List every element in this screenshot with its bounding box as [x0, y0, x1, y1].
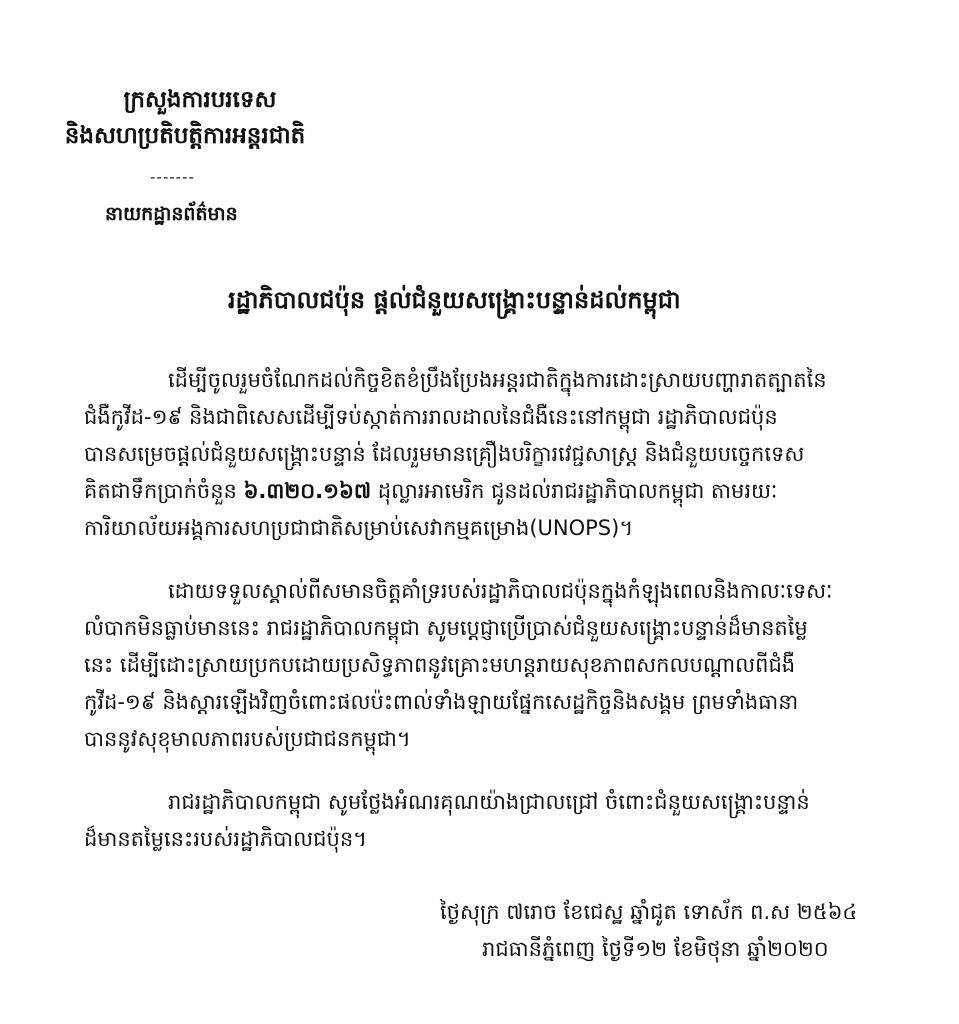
ministry-name-line1: ក្រសួងការបរទេស	[123, 87, 277, 113]
paragraph-line: បានសម្រេចផ្តល់ជំនួយសង្គ្រោះបន្ទាន់ ដែលរួមមានគ្រឿងបរិក្ខារវេជ្ជសាស្ត្រ និងជំនួយបច្ចេកទេស	[84, 442, 805, 466]
ministry-header	[40, 82, 360, 154]
solar-date: រាជធានីភ្នំពេញ ថ្ងៃទី១២ ខែមិថុនា ឆ្នាំ២០២០	[482, 937, 829, 961]
amount-prefix: គិតជាទឹកប្រាក់ចំនួន	[84, 479, 244, 503]
paragraph-line: រាជរដ្ឋាភិបាលកម្ពុជា សូមថ្លែងអំណរគុណយ៉ាងជ្រាលជ្រៅ ចំពោះជំនួយសង្គ្រោះបន្ទាន់	[168, 790, 810, 814]
paragraph-line: ជំងឺកូវីដ-១៩ និងជាពិសេសដើម្បីទប់ស្កាត់ការរាលដាលនៃជំងឺនេះនៅកម្ពុជា រដ្ឋាភិបាលជប៉ុន	[84, 405, 778, 429]
paragraph-line: ដ៏មានតម្លៃនេះរបស់រដ្ឋាភិបាលជប៉ុន។	[84, 827, 368, 851]
document-body	[84, 362, 912, 884]
paragraph-line: បាននូវសុខុមាលភាពរបស់ប្រជាជនកម្ពុជា។	[84, 727, 411, 751]
paragraph-line: លំបាកមិនធ្លាប់មាននេះ រាជរដ្ឋាភិបាលកម្ពុជា សូមប្តេជ្ញាប្រើប្រាស់ជំនួយសង្គ្រោះបន្ទាន់ដ៏មានតម្លៃ	[84, 616, 808, 640]
paragraph-1	[84, 362, 912, 547]
paragraph-line: ដោយទទួលស្គាល់ពីសមានចិត្តគាំទ្ររបស់រដ្ឋាភិបាលជប៉ុនក្នុងកំឡុងពេលនិងកាលៈទេសៈ	[168, 579, 833, 603]
paragraph-line: ការិយាល័យអង្គការសហប្រជាជាតិសម្រាប់សេវាកម្មគម្រោង(UNOPS)។	[84, 516, 634, 540]
paragraph-2	[84, 573, 912, 758]
aid-amount: ៦.៣២០.១៦៧	[243, 479, 372, 503]
document-title: រដ្ឋាភិបាលជប៉ុន ផ្តល់ជំនួយសង្គ្រោះបន្ទាន់ដល់កម្ពុជា	[228, 286, 681, 314]
amount-suffix: ដុល្លារអាមេរិក ជូនដល់រាជរដ្ឋាភិបាលកម្ពុជា តាមរយៈ	[371, 479, 778, 503]
department-name: នាយកដ្ឋានព័ត៌មាន	[105, 203, 238, 225]
lunar-date: ថ្ងៃសុក្រ ៧រោច ខែជេស្ឋ ឆ្នាំជូត ទោស័ក ព.ស ២៥៦៤	[440, 900, 858, 924]
paragraph-line-with-amount	[84, 473, 912, 510]
paragraph-line: ដើម្បីចូលរួមចំណែកដល់កិច្ចខិតខំប្រឹងប្រែងអន្តរជាតិក្នុងការដោះស្រាយបញ្ហារាតត្បាតនៃ	[168, 368, 827, 392]
date-block	[440, 894, 900, 968]
paragraph-line: នេះ ដើម្បីដោះស្រាយប្រកបដោយប្រសិទ្ធភាពនូវគ្រោះមហន្តរាយសុខភាពសកលបណ្តាលពីជំងឺ	[84, 653, 796, 677]
ministry-name-line2: និងសហប្រតិបត្តិការអន្តរជាតិ	[64, 123, 306, 149]
paragraph-line: កូវីដ-១៩ និងស្តារឡើងវិញចំពោះផលប៉ះពាល់ទាំងឡាយផ្នែកសេដ្ឋកិច្ចនិងសង្គម ព្រមទាំងធានា	[84, 690, 799, 714]
paragraph-3	[84, 784, 912, 858]
header-separator: -------	[150, 168, 195, 186]
